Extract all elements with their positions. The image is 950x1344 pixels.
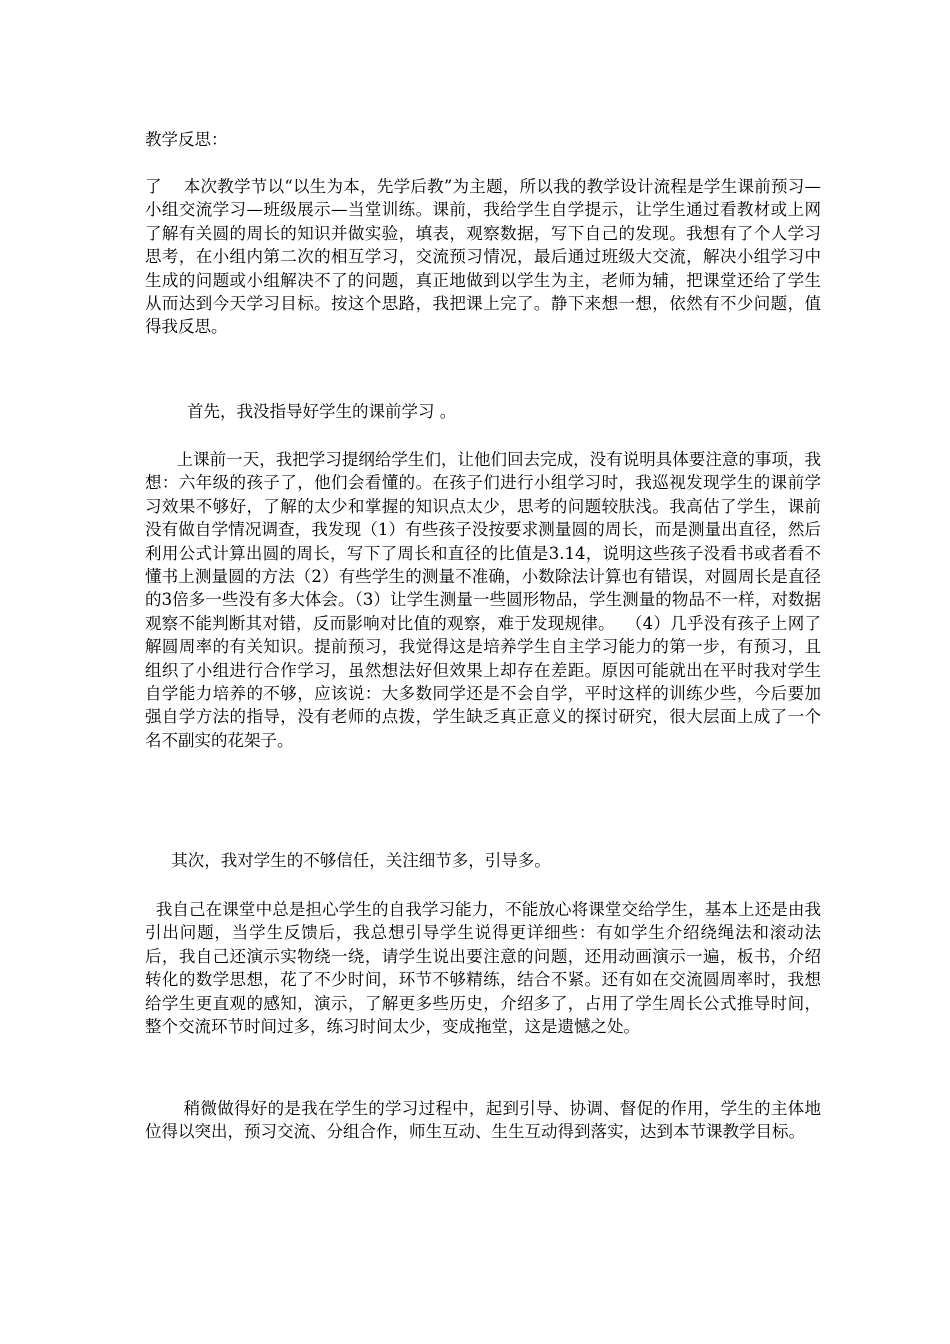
second-point-heading: 其次，我对学生的不够信任，关注细节多，引导多。: [145, 851, 551, 870]
first-point-paragraph: 上课前一天，我把学习提纲给学生们，让他们回去完成，没有说明具体要注意的事项，我想：六年级的孩子了，他们会看懂的。在孩子们进行小组学习时，我巡视发现学生的课前学习效果不够好，了解的太少和掌握的知识点太少，思考的问题较肤浅。我高估了学生，课前没有做自学情况调查，我发现（1）有些孩子没按要求测量圆的周长，而是测量出直径，然后利用公式计算出圆的周长，写下了周长和直径的比值是3.14，说明这些孩子没看书或者看不懂书上测量圆的方法（2）有些学生的测量不准确，小数除法计算也有错误，对圆周长是直径的3倍多一些没有多大体会。（3）让学生测量一些圆形物品，学生测量的物品不一样，对数据观察不能判断其对错，反而影响对比值的观察，难于发现规律。 （4）几乎没有孩子上网了解圆周率的有关知识。提前预习，我觉得这是培养学生自主学习能力的第一步，有预习，且组织了小组进行合作学习，虽然想法好但效果上却存在差距。原因可能就出在平时我对学生自学能力培养的不够，应该说：大多数同学还是不会自学，平时这样的训练少些，今后要加强自学方法的指导，没有老师的点拨，学生缺乏真正意义的探讨研究，很大层面上成了一个名不副实的花架子。: [145, 450, 821, 750]
first-point-heading: 首先，我没指导好学生的课前学习 。: [145, 402, 457, 421]
intro-paragraph: 了 本次教学节以“以生为本，先学后教”为主题，所以我的教学设计流程是学生课前预习—小组交流学习—班级展示—当堂训练。课前，我给学生自学提示，让学生通过看教材或上网了解有关圆的周长的知识并做实验，填表，观察数据，写下自己的发现。我想有了个人学习思考，在小组内第二次的相互学习，交流预习情况，最后通过班级大交流，解决小组学习中生成的问题或小组解决不了的问题，真正地做到以学生为主，老师为辅，把课堂还给了学生从而达到今天学习目标。按这个思路，我把课上完了。静下来想一想，依然有不少问题，值得我反思。: [145, 177, 821, 337]
conclusion-paragraph: 稍微做得好的是我在学生的学习过程中，起到引导、协调、督促的作用，学生的主体地位得以突出，预习交流、分组合作，师生互动、生生互动得到落实，达到本节课教学目标。: [145, 1099, 821, 1142]
second-point-paragraph: 我自己在课堂中总是担心学生的自我学习能力，不能放心将课堂交给学生，基本上还是由我引出问题，当学生反馈后，我总想引导学生说得更详细些：有如学生介绍绕绳法和滚动法后，我自己还演示实物绕一绕，请学生说出要注意的问题，还用动画演示一遍，板书，介绍转化的数学思想，花了不少时间，环节不够精练，结合不紧。还有如在交流圆周率时，我想给学生更直观的感知，演示，了解更多些历史，介绍多了，占用了学生周长公式推导时间，整个交流环节时间过多，练习时间太少，变成拖堂，这是遗憾之处。: [145, 900, 821, 1037]
document-title: 教学反思：: [145, 130, 228, 149]
